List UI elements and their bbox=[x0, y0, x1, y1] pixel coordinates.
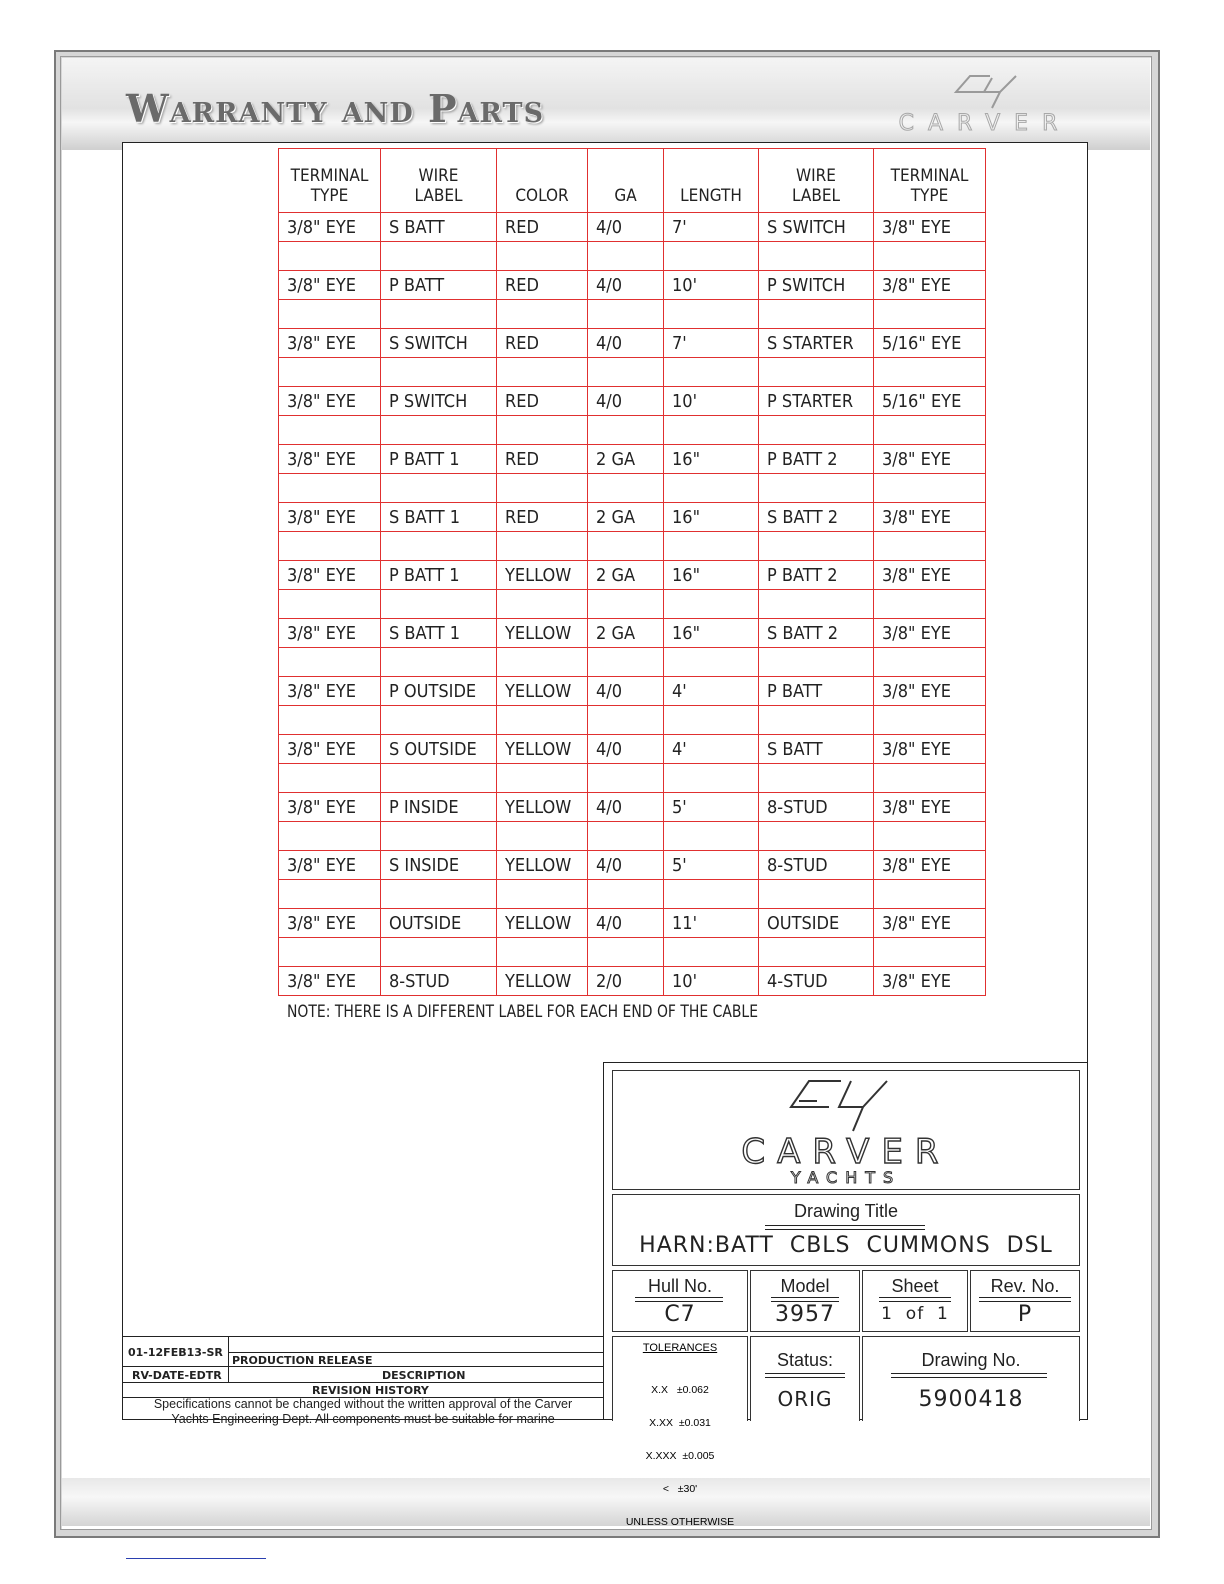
carver-header-logo bbox=[880, 70, 1090, 138]
rev-value: P bbox=[1017, 1302, 1033, 1327]
tolerance-1: X.X ±0.062 bbox=[651, 1384, 709, 1396]
cell-color: YELLOW bbox=[497, 561, 588, 590]
cell-length: 4' bbox=[664, 735, 759, 764]
cell-gauge: 2 GA bbox=[588, 619, 664, 648]
tolerance-3: X.XXX ±0.005 bbox=[645, 1450, 715, 1462]
spacer-cell bbox=[381, 938, 497, 967]
cell-wire-label-a: S INSIDE bbox=[381, 851, 497, 880]
revision-col-code: RV-DATE-EDTR bbox=[132, 1369, 222, 1382]
cell-wire-label-a: P SWITCH bbox=[381, 387, 497, 416]
cell-wire-label-b: P SWITCH bbox=[759, 271, 874, 300]
table-spacer-row bbox=[279, 822, 986, 851]
spacer-cell bbox=[874, 242, 986, 271]
title-logo-c-mark bbox=[791, 1081, 841, 1107]
cell-terminal-type-a: 3/8" EYE bbox=[279, 677, 381, 706]
spacer-cell bbox=[874, 532, 986, 561]
cell-terminal-type-b: 5/16" EYE bbox=[874, 387, 986, 416]
header-line: WIRE bbox=[796, 166, 836, 186]
title-logo-sub: YACHTS bbox=[790, 1168, 902, 1187]
cell-wire-label-a: P OUTSIDE bbox=[381, 677, 497, 706]
spacer-cell bbox=[279, 938, 381, 967]
title-logo-y-mark bbox=[839, 1081, 887, 1131]
spacer-cell bbox=[588, 416, 664, 445]
table-row bbox=[279, 561, 986, 590]
table-row bbox=[279, 271, 986, 300]
cell-wire-label-a: S BATT bbox=[381, 213, 497, 242]
spacer-cell bbox=[759, 822, 874, 851]
header-line: TERMINAL bbox=[290, 166, 369, 186]
spacer-cell bbox=[759, 880, 874, 909]
spacer-cell bbox=[279, 474, 381, 503]
cell-length: 5' bbox=[664, 851, 759, 880]
revision-entry-code: 01-12FEB13-SR bbox=[128, 1346, 223, 1359]
spacer-cell bbox=[381, 880, 497, 909]
spacer-cell bbox=[588, 590, 664, 619]
spacer-cell bbox=[279, 416, 381, 445]
bottom-link-underline bbox=[126, 1558, 266, 1559]
rev-label: Rev. No. bbox=[990, 1276, 1060, 1296]
table-row bbox=[279, 445, 986, 474]
spacer-cell bbox=[279, 706, 381, 735]
header-wire-label-a bbox=[381, 149, 497, 213]
table-row bbox=[279, 387, 986, 416]
cell-gauge: 4/0 bbox=[588, 735, 664, 764]
spacer-cell bbox=[664, 358, 759, 387]
model-value: 3957 bbox=[775, 1302, 835, 1327]
carver-yachts-logo bbox=[613, 1071, 1079, 1189]
header-line: TERMINAL bbox=[890, 166, 969, 186]
header-line bbox=[497, 166, 587, 186]
table-header-row bbox=[279, 149, 986, 213]
drawing-no-box bbox=[862, 1336, 1080, 1421]
cell-wire-label-b: P BATT bbox=[759, 677, 874, 706]
spacer-cell bbox=[588, 706, 664, 735]
spacer-cell bbox=[497, 648, 588, 677]
cell-color: RED bbox=[497, 213, 588, 242]
cell-wire-label-b: P BATT 2 bbox=[759, 445, 874, 474]
drawing-title: HARN:BATT CBLS CUMMONS DSL bbox=[639, 1233, 1053, 1258]
spacer-cell bbox=[588, 532, 664, 561]
table-spacer-row bbox=[279, 532, 986, 561]
cell-wire-label-b: S BATT 2 bbox=[759, 503, 874, 532]
cell-wire-label-a: P BATT 1 bbox=[381, 445, 497, 474]
cell-gauge: 4/0 bbox=[588, 213, 664, 242]
header-line bbox=[664, 166, 758, 186]
table-spacer-row bbox=[279, 242, 986, 271]
logo-y-mark bbox=[984, 76, 1016, 108]
spacer-cell bbox=[759, 938, 874, 967]
cell-gauge: 2/0 bbox=[588, 967, 664, 996]
spacer-cell bbox=[759, 474, 874, 503]
spacer-cell bbox=[664, 706, 759, 735]
rev-box bbox=[970, 1270, 1080, 1332]
cell-wire-label-b: 8-STUD bbox=[759, 793, 874, 822]
sheet-label: Sheet bbox=[891, 1276, 939, 1296]
spacer-cell bbox=[874, 880, 986, 909]
table-row bbox=[279, 329, 986, 358]
spacer-cell bbox=[381, 300, 497, 329]
spacer-cell bbox=[759, 358, 874, 387]
spacer-cell bbox=[279, 590, 381, 619]
cell-color: YELLOW bbox=[497, 735, 588, 764]
cell-terminal-type-b: 3/8" EYE bbox=[874, 677, 986, 706]
cell-gauge: 2 GA bbox=[588, 445, 664, 474]
spec-line-1: Specifications cannot be changed without the written approval of the Carver bbox=[153, 1397, 573, 1411]
page-title: Warranty and Parts bbox=[126, 86, 545, 131]
cell-wire-label-a: S BATT 1 bbox=[381, 619, 497, 648]
drawing-no-label: Drawing No. bbox=[921, 1350, 1021, 1370]
revision-entry-desc: PRODUCTION RELEASE bbox=[232, 1354, 373, 1367]
cell-terminal-type-a: 3/8" EYE bbox=[279, 329, 381, 358]
spacer-cell bbox=[381, 648, 497, 677]
cell-terminal-type-b: 3/8" EYE bbox=[874, 735, 986, 764]
cell-gauge: 2 GA bbox=[588, 503, 664, 532]
cell-gauge: 4/0 bbox=[588, 677, 664, 706]
cell-terminal-type-a: 3/8" EYE bbox=[279, 445, 381, 474]
cell-wire-label-b: 8-STUD bbox=[759, 851, 874, 880]
spacer-cell bbox=[497, 532, 588, 561]
table-row bbox=[279, 619, 986, 648]
cell-terminal-type-a: 3/8" EYE bbox=[279, 561, 381, 590]
spacer-cell bbox=[279, 822, 381, 851]
cell-terminal-type-b: 3/8" EYE bbox=[874, 793, 986, 822]
cell-wire-label-b: S BATT 2 bbox=[759, 619, 874, 648]
spacer-cell bbox=[874, 358, 986, 387]
spacer-cell bbox=[497, 822, 588, 851]
table-spacer-row bbox=[279, 590, 986, 619]
spacer-cell bbox=[279, 532, 381, 561]
cell-wire-label-a: P INSIDE bbox=[381, 793, 497, 822]
table-spacer-row bbox=[279, 880, 986, 909]
cell-terminal-type-a: 3/8" EYE bbox=[279, 271, 381, 300]
spacer-cell bbox=[497, 242, 588, 271]
hull-label: Hull No. bbox=[647, 1276, 713, 1296]
spacer-cell bbox=[279, 764, 381, 793]
table-spacer-row bbox=[279, 648, 986, 677]
cell-terminal-type-b: 3/8" EYE bbox=[874, 503, 986, 532]
cell-terminal-type-a: 3/8" EYE bbox=[279, 387, 381, 416]
cell-length: 5' bbox=[664, 793, 759, 822]
spacer-cell bbox=[381, 590, 497, 619]
cell-length: 16" bbox=[664, 619, 759, 648]
cell-terminal-type-b: 3/8" EYE bbox=[874, 271, 986, 300]
drawing-title-label: Drawing Title bbox=[793, 1201, 899, 1221]
table-row bbox=[279, 967, 986, 996]
cell-terminal-type-b: 3/8" EYE bbox=[874, 967, 986, 996]
title-logo-main: CARVER bbox=[741, 1132, 951, 1172]
spacer-cell bbox=[759, 590, 874, 619]
spacer-cell bbox=[497, 880, 588, 909]
cell-terminal-type-b: 3/8" EYE bbox=[874, 909, 986, 938]
footer-band bbox=[62, 1478, 1150, 1526]
table-row bbox=[279, 909, 986, 938]
table-row bbox=[279, 793, 986, 822]
cell-wire-label-a: S OUTSIDE bbox=[381, 735, 497, 764]
spacer-cell bbox=[874, 474, 986, 503]
drawing-title-box bbox=[612, 1194, 1080, 1266]
cell-terminal-type-a: 3/8" EYE bbox=[279, 213, 381, 242]
tolerances-box bbox=[612, 1336, 748, 1528]
cell-wire-label-a: S SWITCH bbox=[381, 329, 497, 358]
cell-terminal-type-b: 3/8" EYE bbox=[874, 561, 986, 590]
spacer-cell bbox=[381, 416, 497, 445]
header-terminal-type-a bbox=[279, 149, 381, 213]
header-line: LABEL bbox=[414, 186, 463, 206]
table-spacer-row bbox=[279, 474, 986, 503]
spacer-cell bbox=[664, 648, 759, 677]
spacer-cell bbox=[664, 880, 759, 909]
spacer-cell bbox=[664, 590, 759, 619]
cell-wire-label-a: 8-STUD bbox=[381, 967, 497, 996]
cell-length: 16" bbox=[664, 503, 759, 532]
header-line bbox=[588, 166, 663, 186]
header-line: COLOR bbox=[515, 186, 569, 206]
header-wire-label-b bbox=[759, 149, 874, 213]
cell-length: 10' bbox=[664, 967, 759, 996]
sheet-value: 1 of 1 bbox=[881, 1304, 949, 1324]
spacer-cell bbox=[497, 300, 588, 329]
spec-line-2: Yachts Engineering Dept. All components must be suitable for marine bbox=[171, 1412, 555, 1426]
table-spacer-row bbox=[279, 764, 986, 793]
table-row bbox=[279, 851, 986, 880]
revision-col-desc: DESCRIPTION bbox=[382, 1369, 466, 1382]
spacer-cell bbox=[759, 706, 874, 735]
spacer-cell bbox=[497, 764, 588, 793]
title-logo-box bbox=[612, 1070, 1080, 1190]
status-box bbox=[750, 1336, 860, 1421]
spacer-cell bbox=[664, 416, 759, 445]
cell-terminal-type-a: 3/8" EYE bbox=[279, 793, 381, 822]
cell-terminal-type-b: 3/8" EYE bbox=[874, 213, 986, 242]
spacer-cell bbox=[874, 648, 986, 677]
spacer-cell bbox=[279, 648, 381, 677]
spacer-cell bbox=[381, 474, 497, 503]
spacer-cell bbox=[664, 822, 759, 851]
cell-wire-label-a: P BATT 1 bbox=[381, 561, 497, 590]
title-block bbox=[603, 1062, 1088, 1528]
spacer-cell bbox=[381, 706, 497, 735]
cell-color: YELLOW bbox=[497, 909, 588, 938]
cell-gauge: 4/0 bbox=[588, 329, 664, 358]
spacer-cell bbox=[664, 300, 759, 329]
hull-value: C7 bbox=[664, 1302, 696, 1327]
cell-wire-label-b: S STARTER bbox=[759, 329, 874, 358]
cell-length: 10' bbox=[664, 271, 759, 300]
spacer-cell bbox=[279, 880, 381, 909]
spacer-cell bbox=[279, 300, 381, 329]
revision-caption: REVISION HISTORY bbox=[312, 1384, 429, 1397]
cell-length: 16" bbox=[664, 561, 759, 590]
spacer-cell bbox=[759, 532, 874, 561]
table-row bbox=[279, 213, 986, 242]
header-line: TYPE bbox=[910, 186, 949, 206]
table-row bbox=[279, 735, 986, 764]
spacer-cell bbox=[588, 300, 664, 329]
cell-gauge: 4/0 bbox=[588, 793, 664, 822]
header-logo-text: CARVER bbox=[898, 111, 1072, 136]
table-note: NOTE: THERE IS A DIFFERENT LABEL FOR EACH END OF THE CABLE bbox=[287, 1002, 759, 1022]
spacer-cell bbox=[874, 706, 986, 735]
spacer-cell bbox=[497, 938, 588, 967]
cell-length: 16" bbox=[664, 445, 759, 474]
spacer-cell bbox=[279, 242, 381, 271]
cell-terminal-type-a: 3/8" EYE bbox=[279, 503, 381, 532]
cell-wire-label-a: OUTSIDE bbox=[381, 909, 497, 938]
spacer-cell bbox=[588, 938, 664, 967]
cell-terminal-type-a: 3/8" EYE bbox=[279, 735, 381, 764]
spacer-cell bbox=[588, 648, 664, 677]
header-line: GA bbox=[614, 186, 637, 206]
spec-text bbox=[124, 1397, 602, 1426]
table-spacer-row bbox=[279, 416, 986, 445]
spacer-cell bbox=[874, 416, 986, 445]
cell-color: YELLOW bbox=[497, 793, 588, 822]
cell-terminal-type-b: 3/8" EYE bbox=[874, 619, 986, 648]
cell-length: 10' bbox=[664, 387, 759, 416]
cell-wire-label-a: S BATT 1 bbox=[381, 503, 497, 532]
cell-wire-label-a: P BATT bbox=[381, 271, 497, 300]
spacer-cell bbox=[588, 880, 664, 909]
cell-terminal-type-a: 3/8" EYE bbox=[279, 967, 381, 996]
spacer-cell bbox=[588, 822, 664, 851]
tolerance-4: < ±30' bbox=[662, 1483, 698, 1495]
spacer-cell bbox=[664, 532, 759, 561]
table-spacer-row bbox=[279, 300, 986, 329]
spacer-cell bbox=[497, 358, 588, 387]
table-row bbox=[279, 503, 986, 532]
cell-terminal-type-a: 3/8" EYE bbox=[279, 851, 381, 880]
spacer-cell bbox=[664, 764, 759, 793]
table-spacer-row bbox=[279, 358, 986, 387]
spacer-cell bbox=[759, 416, 874, 445]
model-label: Model bbox=[780, 1276, 830, 1296]
spacer-cell bbox=[588, 242, 664, 271]
cell-gauge: 4/0 bbox=[588, 271, 664, 300]
header-line: LABEL bbox=[791, 186, 841, 206]
cell-terminal-type-a: 3/8" EYE bbox=[279, 909, 381, 938]
cell-color: RED bbox=[497, 387, 588, 416]
spacer-cell bbox=[588, 764, 664, 793]
hull-box bbox=[612, 1270, 748, 1332]
spacer-cell bbox=[759, 242, 874, 271]
cell-color: RED bbox=[497, 503, 588, 532]
tolerance-5: UNLESS OTHERWISE bbox=[625, 1516, 735, 1528]
drawing-no-value: 5900418 bbox=[918, 1387, 1024, 1412]
cell-length: 11' bbox=[664, 909, 759, 938]
header-terminal-type-b bbox=[874, 149, 986, 213]
cell-color: YELLOW bbox=[497, 967, 588, 996]
cell-terminal-type-b: 5/16" EYE bbox=[874, 329, 986, 358]
spacer-cell bbox=[497, 706, 588, 735]
spacer-cell bbox=[588, 474, 664, 503]
spacer-cell bbox=[497, 474, 588, 503]
status-value: ORIG bbox=[777, 1387, 833, 1411]
cell-terminal-type-b: 3/8" EYE bbox=[874, 851, 986, 880]
spacer-cell bbox=[874, 300, 986, 329]
cell-color: RED bbox=[497, 271, 588, 300]
cell-wire-label-b: S SWITCH bbox=[759, 213, 874, 242]
spacer-cell bbox=[759, 300, 874, 329]
cell-gauge: 4/0 bbox=[588, 909, 664, 938]
tolerance-2: X.XX ±0.031 bbox=[649, 1417, 711, 1429]
cell-color: YELLOW bbox=[497, 851, 588, 880]
table-row bbox=[279, 677, 986, 706]
model-box bbox=[750, 1270, 860, 1332]
header-color bbox=[497, 149, 588, 213]
cell-length: 4' bbox=[664, 677, 759, 706]
wire-table bbox=[278, 148, 986, 996]
spacer-cell bbox=[664, 474, 759, 503]
spacer-cell bbox=[664, 938, 759, 967]
spacer-cell bbox=[588, 358, 664, 387]
cell-color: RED bbox=[497, 445, 588, 474]
spacer-cell bbox=[874, 590, 986, 619]
spacer-cell bbox=[664, 242, 759, 271]
cell-color: YELLOW bbox=[497, 677, 588, 706]
spacer-cell bbox=[497, 590, 588, 619]
spacer-cell bbox=[874, 822, 986, 851]
spacer-cell bbox=[874, 764, 986, 793]
cell-gauge: 2 GA bbox=[588, 561, 664, 590]
spacer-cell bbox=[497, 416, 588, 445]
header-length bbox=[664, 149, 759, 213]
header-line: LENGTH bbox=[680, 186, 742, 206]
header-line: TYPE bbox=[310, 186, 349, 206]
table-spacer-row bbox=[279, 938, 986, 967]
cell-wire-label-b: OUTSIDE bbox=[759, 909, 874, 938]
cell-terminal-type-a: 3/8" EYE bbox=[279, 619, 381, 648]
tolerances-label: TOLERANCES bbox=[642, 1342, 718, 1354]
cell-color: YELLOW bbox=[497, 619, 588, 648]
status-label: Status: bbox=[776, 1350, 834, 1370]
cell-gauge: 4/0 bbox=[588, 851, 664, 880]
spacer-cell bbox=[381, 764, 497, 793]
header-line: WIRE bbox=[418, 166, 459, 186]
spacer-cell bbox=[874, 938, 986, 967]
table-spacer-row bbox=[279, 706, 986, 735]
spacer-cell bbox=[381, 532, 497, 561]
cell-wire-label-b: 4-STUD bbox=[759, 967, 874, 996]
cell-length: 7' bbox=[664, 329, 759, 358]
header-gauge bbox=[588, 149, 664, 213]
cell-wire-label-b: P STARTER bbox=[759, 387, 874, 416]
spacer-cell bbox=[759, 648, 874, 677]
cell-color: RED bbox=[497, 329, 588, 358]
spacer-cell bbox=[381, 822, 497, 851]
cell-wire-label-b: P BATT 2 bbox=[759, 561, 874, 590]
spacer-cell bbox=[381, 358, 497, 387]
cell-terminal-type-b: 3/8" EYE bbox=[874, 445, 986, 474]
sheet-box bbox=[862, 1270, 968, 1332]
spacer-cell bbox=[381, 242, 497, 271]
cell-wire-label-b: S BATT bbox=[759, 735, 874, 764]
cell-gauge: 4/0 bbox=[588, 387, 664, 416]
spacer-cell bbox=[279, 358, 381, 387]
cell-length: 7' bbox=[664, 213, 759, 242]
spacer-cell bbox=[759, 764, 874, 793]
